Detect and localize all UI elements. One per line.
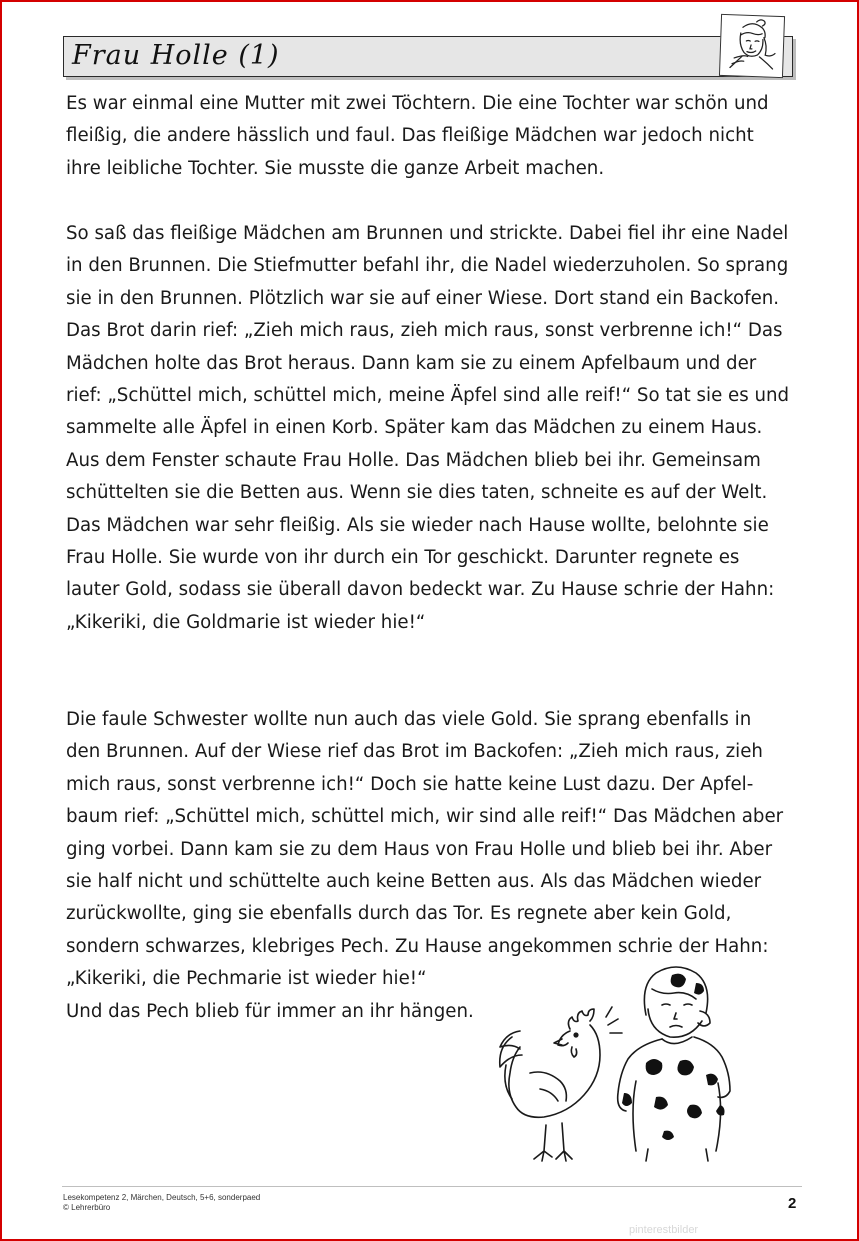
text-line: mich raus, sonst verbrenne ich!“ Doch sie hatte keine Lust dazu. Der Apfel- xyxy=(66,773,754,795)
text-line: sammelte alle Äpfel in einen Korb. Später kam das Mädchen zu einem Haus. xyxy=(66,417,763,439)
text-line: „Kikeriki, die Pechmarie ist wieder hie!“ xyxy=(66,968,427,990)
page-number: 2 xyxy=(788,1195,797,1212)
text-line: sie half nicht und schüttelte auch keine Betten aus. Als das Mädchen wieder xyxy=(66,871,762,893)
text-line: rief: „Schüttel mich, schüttel mich, meine Äpfel sind alle reif!“ So tat sie es und xyxy=(66,385,790,407)
text-line: zurückwollte, ging sie ebenfalls durch das Tor. Es regnete aber kein Gold, xyxy=(66,903,732,925)
text-line: Das Mädchen war sehr fleißig. Als sie wieder nach Hause wollte, belohnte sie xyxy=(66,514,769,536)
text-line: Aus dem Fenster schaute Frau Holle. Das Mädchen blieb bei ihr. Gemeinsam xyxy=(66,449,761,471)
text-line: baum rief: „Schüttel mich, schüttel mich, wir sind alle reif!“ Das Mädchen aber xyxy=(66,806,784,828)
text-line: „Kikeriki, die Goldmarie ist wieder hie!“ xyxy=(66,611,426,633)
text-line: Mädchen holte das Brot heraus. Dann kam sie zu einem Apfelbaum und der xyxy=(66,352,757,374)
text-line: ihre leibliche Tochter. Sie musste die ganze Arbeit machen. xyxy=(66,157,605,179)
frau-holle-portrait-icon xyxy=(719,14,785,78)
text-line: in den Brunnen. Die Stiefmutter befahl ihr, die Nadel wiederzuholen. So sprang xyxy=(66,255,789,277)
title-banner xyxy=(63,36,793,77)
text-line: lauter Gold, sodass sie überall davon bedeckt war. Zu Hause schrie der Hahn: xyxy=(66,579,775,601)
footer-copyright: © Lehrerbüro xyxy=(63,1203,111,1212)
text-line: So saß das fleißige Mädchen am Brunnen und strickte. Dabei fiel ihr eine Nadel xyxy=(66,223,789,244)
text-line: Frau Holle. Sie wurde von ihr durch ein Tor geschickt. Darunter regnete es xyxy=(66,547,740,569)
text-line: sie in den Brunnen. Plötzlich war sie auf einer Wiese. Dort stand ein Backofen. xyxy=(66,287,780,309)
watermark: pinterestbilder xyxy=(629,1224,699,1236)
footer-source: Lesekompetenz 2, Märchen, Deutsch, 5+6, sonderpaed xyxy=(63,1193,261,1202)
footer-credits xyxy=(63,1193,260,1213)
rooster-and-pechmarie-illustration xyxy=(496,965,742,1175)
text-line: fleißig, die andere hässlich und faul. Das fleißige Mädchen war jedoch nicht xyxy=(66,125,754,147)
text-line: schüttelten sie die Betten aus. Wenn sie dies taten, schneite es auf der Welt. xyxy=(66,482,768,504)
page-title: Frau Holle (1) xyxy=(72,40,280,71)
rooster-icon xyxy=(500,1007,622,1161)
text-line: den Brunnen. Auf der Wiese rief das Brot im Backofen: „Zieh mich raus, zieh xyxy=(66,741,763,763)
pechmarie-icon xyxy=(618,967,730,1161)
text-line: sondern schwarzes, klebriges Pech. Zu Hause angekommen schrie der Hahn: xyxy=(66,935,769,957)
text-line: ging vorbei. Dann kam sie zu dem Haus von Frau Holle und blieb bei ihr. Aber xyxy=(66,838,773,860)
footer-divider xyxy=(62,1186,802,1187)
text-line: Es war einmal eine Mutter mit zwei Töchtern. Die eine Tochter war schön und xyxy=(66,93,769,114)
text-line: Das Brot darin rief: „Zieh mich raus, zieh mich raus, sonst verbrenne ich!“ Das xyxy=(66,320,783,342)
story-paragraph-1 xyxy=(66,88,806,185)
story-paragraph-2 xyxy=(66,218,806,639)
text-line: Und das Pech blieb für immer an ihr hängen. xyxy=(66,1000,474,1022)
text-line: Die faule Schwester wollte nun auch das viele Gold. Sie sprang ebenfalls in xyxy=(66,709,752,730)
